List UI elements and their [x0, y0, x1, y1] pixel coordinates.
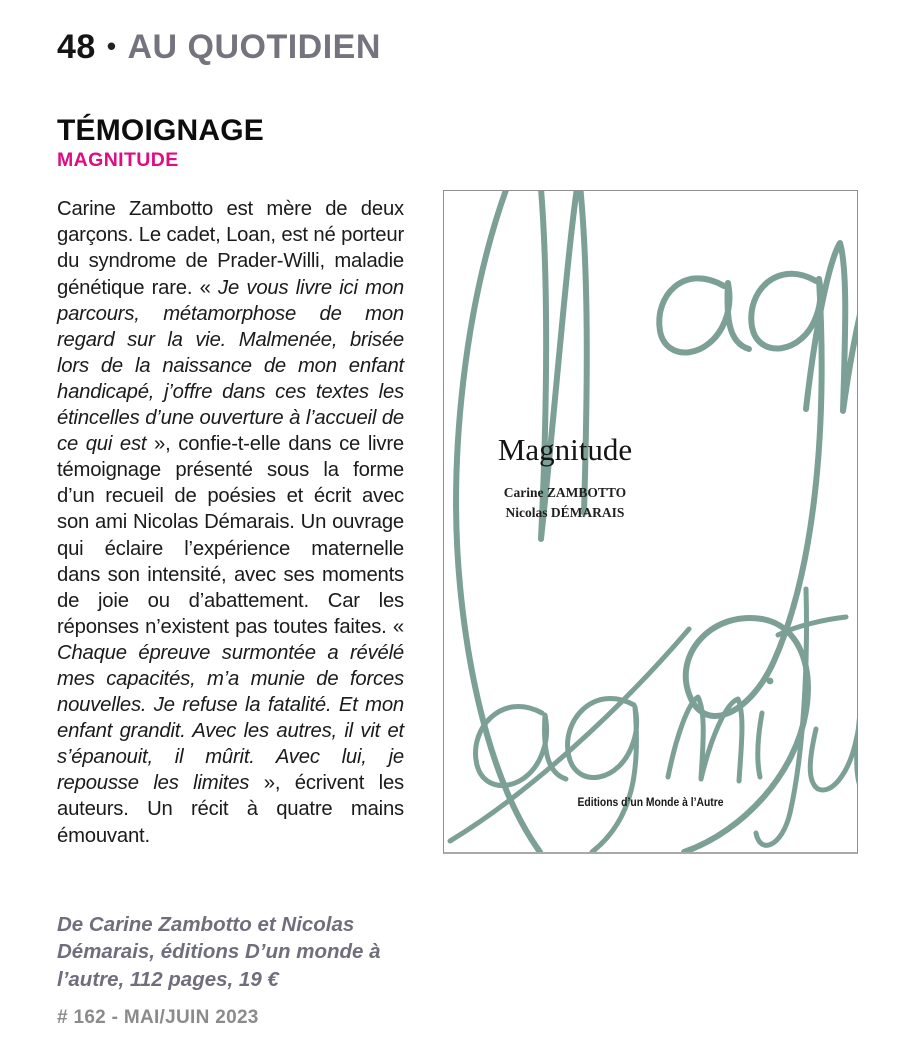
- cover-publisher: Editions d’un Monde à l’Autre: [577, 797, 724, 809]
- cover-title: Magnitude: [497, 432, 633, 467]
- book-cover: [443, 190, 858, 854]
- cover-author-1: Carine ZAMBOTTO: [503, 485, 627, 500]
- bullet-separator: •: [106, 31, 117, 61]
- page-number: 48: [57, 28, 96, 66]
- issue-footer: # 162 - MAI/JUIN 2023: [57, 1007, 259, 1028]
- article-title: MAGNITUDE: [57, 149, 179, 171]
- cover-authors: [444, 483, 686, 523]
- page-header: [57, 28, 381, 67]
- section-title: AU QUOTIDIEN: [127, 28, 381, 66]
- article-body: Carine Zambotto est mère de deux garçons. Le cadet, Loan, est né porteur du syndrome de Prader-Willi, maladie génétique rare. « Je vous livre ici mon parcours, métamorphose de mon regard sur la vie. Malmenée, brisée lors de la naissance de mon enfant handicapé, j’offre dans ces textes les étincelles d’une ouverture à l’accueil de ce qui est », confie-t-elle dans ce livre témoignage présenté sous la forme d’un recueil de poésies et écrit avec son ami Nicolas Démarais. Un ouvrage qui éclaire l’expérience maternelle dans son intensité, avec ses moments de joie ou d’abattement. Car les réponses n’existent pas toutes faites. « Chaque épreuve surmontée a révélé mes capacités, m’a munie de forces nouvelles. Je refuse la fatalité. Et mon enfant grandit. Avec les autres, il vit et s’épanouit, il mûrit. Avec lui, je repousse les limites », écrivent les auteurs. Un récit à quatre mains émouvant.: [57, 198, 405, 847]
- book-credit: De Carine Zambotto et Nicolas Démarais, éditions D’un monde à l’autre, 112 pages, 19 €: [57, 912, 381, 991]
- article-kicker: TÉMOIGNAGE: [57, 114, 265, 147]
- cover-author-2: Nicolas DÉMARAIS: [505, 505, 625, 520]
